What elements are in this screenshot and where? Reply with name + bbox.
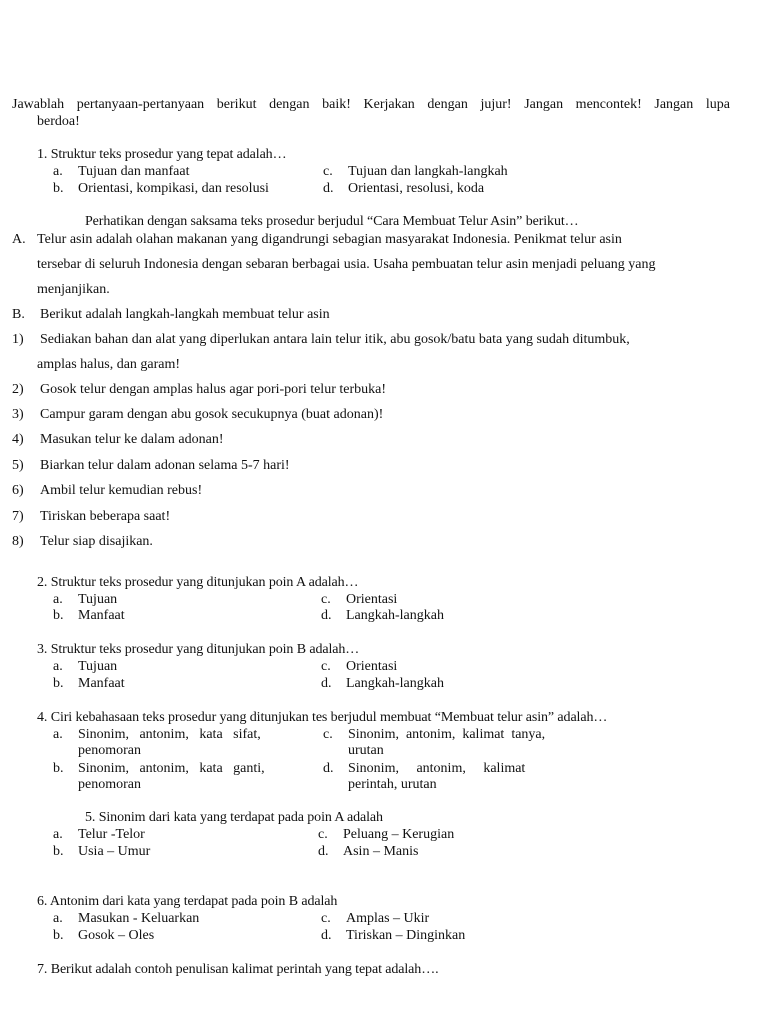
step-number: 8) bbox=[12, 534, 24, 549]
option-letter: d. bbox=[321, 608, 332, 623]
option-text: Orientasi, kompikasi, dan resolusi bbox=[78, 181, 269, 196]
option-letter: a. bbox=[53, 659, 63, 674]
option-text: Tujuan dan manfaat bbox=[78, 164, 190, 179]
option-text: Manfaat bbox=[78, 676, 125, 691]
option-text: Langkah-langkah bbox=[346, 608, 444, 623]
option-letter: d. bbox=[323, 761, 334, 776]
q4-option-c[interactable] bbox=[323, 727, 583, 759]
option-text: Sinonim, antonim, kalimat tanya, bbox=[348, 727, 546, 742]
option-letter: c. bbox=[321, 911, 331, 926]
option-text-cont: urutan bbox=[348, 743, 384, 758]
question-4: 4. Ciri kebahasaan teks prosedur yang ditunjukan tes berjudul membuat “Membuat telur asin” adalah… bbox=[37, 710, 608, 725]
option-letter: c. bbox=[321, 659, 331, 674]
option-text-cont: penomoran bbox=[78, 743, 141, 758]
option-letter: c. bbox=[323, 164, 333, 179]
passage-b-label: B. bbox=[12, 307, 25, 322]
option-letter: c. bbox=[318, 827, 328, 842]
option-text: Tujuan bbox=[78, 592, 118, 607]
option-letter: d. bbox=[321, 676, 332, 691]
step-number: 1) bbox=[12, 332, 24, 347]
option-letter: c. bbox=[321, 592, 331, 607]
option-text: Sinonim, antonim, kalimat bbox=[348, 761, 526, 776]
instruction-line-2: berdoa! bbox=[37, 114, 80, 129]
step-text: Tiriskan beberapa saat! bbox=[40, 509, 171, 524]
option-text: Amplas – Ukir bbox=[346, 911, 430, 926]
passage-intro: Perhatikan dengan saksama teks prosedur berjudul “Cara Membuat Telur Asin” berikut… bbox=[85, 214, 579, 229]
question-3: 3. Struktur teks prosedur yang ditunjukan poin B adalah… bbox=[37, 642, 360, 657]
option-text: Sinonim, antonim, kata sifat, bbox=[78, 727, 261, 742]
q4-option-d[interactable] bbox=[323, 761, 583, 793]
question-5: 5. Sinonim dari kata yang terdapat pada poin A adalah bbox=[85, 810, 383, 825]
step-number: 7) bbox=[12, 509, 24, 524]
passage-b-text: Berikut adalah langkah-langkah membuat telur asin bbox=[40, 307, 330, 322]
passage-a-line-3: menjanjikan. bbox=[37, 282, 110, 297]
step-text: Gosok telur dengan amplas halus agar pori-pori telur terbuka! bbox=[40, 382, 387, 397]
step-1-line-2: amplas halus, dan garam! bbox=[37, 357, 181, 372]
question-6: 6. Antonim dari kata yang terdapat pada poin B adalah bbox=[37, 894, 338, 909]
option-text: Orientasi bbox=[346, 592, 398, 607]
step-number: 4) bbox=[12, 432, 24, 447]
option-letter: d. bbox=[318, 844, 329, 859]
option-letter: b. bbox=[53, 181, 64, 196]
question-7: 7. Berikut adalah contoh penulisan kalimat perintah yang tepat adalah…. bbox=[37, 962, 439, 977]
option-letter: a. bbox=[53, 727, 63, 742]
passage-a-line-2: tersebar di seluruh Indonesia dengan sebaran berbagai usia. Usaha pembuatan telur asin menjadi peluang yang bbox=[37, 257, 656, 272]
option-letter: b. bbox=[53, 844, 64, 859]
step-number: 5) bbox=[12, 458, 24, 473]
option-letter: c. bbox=[323, 727, 333, 742]
step-text: Campur garam dengan abu gosok secukupnya (buat adonan)! bbox=[40, 407, 384, 422]
option-letter: b. bbox=[53, 608, 64, 623]
option-letter: a. bbox=[53, 164, 63, 179]
option-text: Asin – Manis bbox=[343, 844, 419, 859]
option-letter: b. bbox=[53, 761, 64, 776]
option-text: Masukan - Keluarkan bbox=[78, 911, 200, 926]
option-text: Orientasi bbox=[346, 659, 398, 674]
option-letter: d. bbox=[323, 181, 334, 196]
option-letter: b. bbox=[53, 676, 64, 691]
passage-a-line-1: Telur asin adalah olahan makanan yang digandrungi sebagian masyarakat Indonesia. Penikmat telur asin bbox=[37, 232, 622, 247]
option-text-cont: perintah, urutan bbox=[348, 777, 437, 792]
option-letter: a. bbox=[53, 911, 63, 926]
option-text: Telur -Telor bbox=[78, 827, 145, 842]
step-text: Ambil telur kemudian rebus! bbox=[40, 483, 203, 498]
step-text: Telur siap disajikan. bbox=[40, 534, 153, 549]
step-number: 2) bbox=[12, 382, 24, 397]
step-number: 6) bbox=[12, 483, 24, 498]
step-text: Biarkan telur dalam adonan selama 5-7 hari! bbox=[40, 458, 290, 473]
option-text: Gosok – Oles bbox=[78, 928, 155, 943]
option-text: Peluang – Kerugian bbox=[343, 827, 455, 842]
q4-option-a[interactable] bbox=[53, 727, 318, 759]
option-text-cont: penomoran bbox=[78, 777, 141, 792]
step-text: Sediakan bahan dan alat yang diperlukan antara lain telur itik, abu gosok/batu bata yang sudah ditumbuk, bbox=[40, 332, 630, 347]
option-text: Tujuan bbox=[78, 659, 118, 674]
option-text: Tiriskan – Dinginkan bbox=[346, 928, 466, 943]
q4-option-b[interactable] bbox=[53, 761, 318, 793]
question-2: 2. Struktur teks prosedur yang ditunjukan poin A adalah… bbox=[37, 575, 359, 590]
option-text: Usia – Umur bbox=[78, 844, 151, 859]
option-letter: d. bbox=[321, 928, 332, 943]
option-text: Orientasi, resolusi, koda bbox=[348, 181, 485, 196]
option-letter: a. bbox=[53, 592, 63, 607]
option-letter: a. bbox=[53, 827, 63, 842]
instruction-line-1: Jawablah pertanyaan-pertanyaan berikut dengan baik! Kerjakan dengan jujur! Jangan mencontek! Jangan lupa bbox=[12, 97, 730, 112]
option-text: Sinonim, antonim, kata ganti, bbox=[78, 761, 265, 776]
passage-a-label: A. bbox=[12, 232, 26, 247]
option-letter: b. bbox=[53, 928, 64, 943]
option-text: Manfaat bbox=[78, 608, 125, 623]
step-number: 3) bbox=[12, 407, 24, 422]
question-1: 1. Struktur teks prosedur yang tepat adalah… bbox=[37, 147, 287, 162]
option-text: Langkah-langkah bbox=[346, 676, 444, 691]
option-text: Tujuan dan langkah-langkah bbox=[348, 164, 508, 179]
step-text: Masukan telur ke dalam adonan! bbox=[40, 432, 224, 447]
